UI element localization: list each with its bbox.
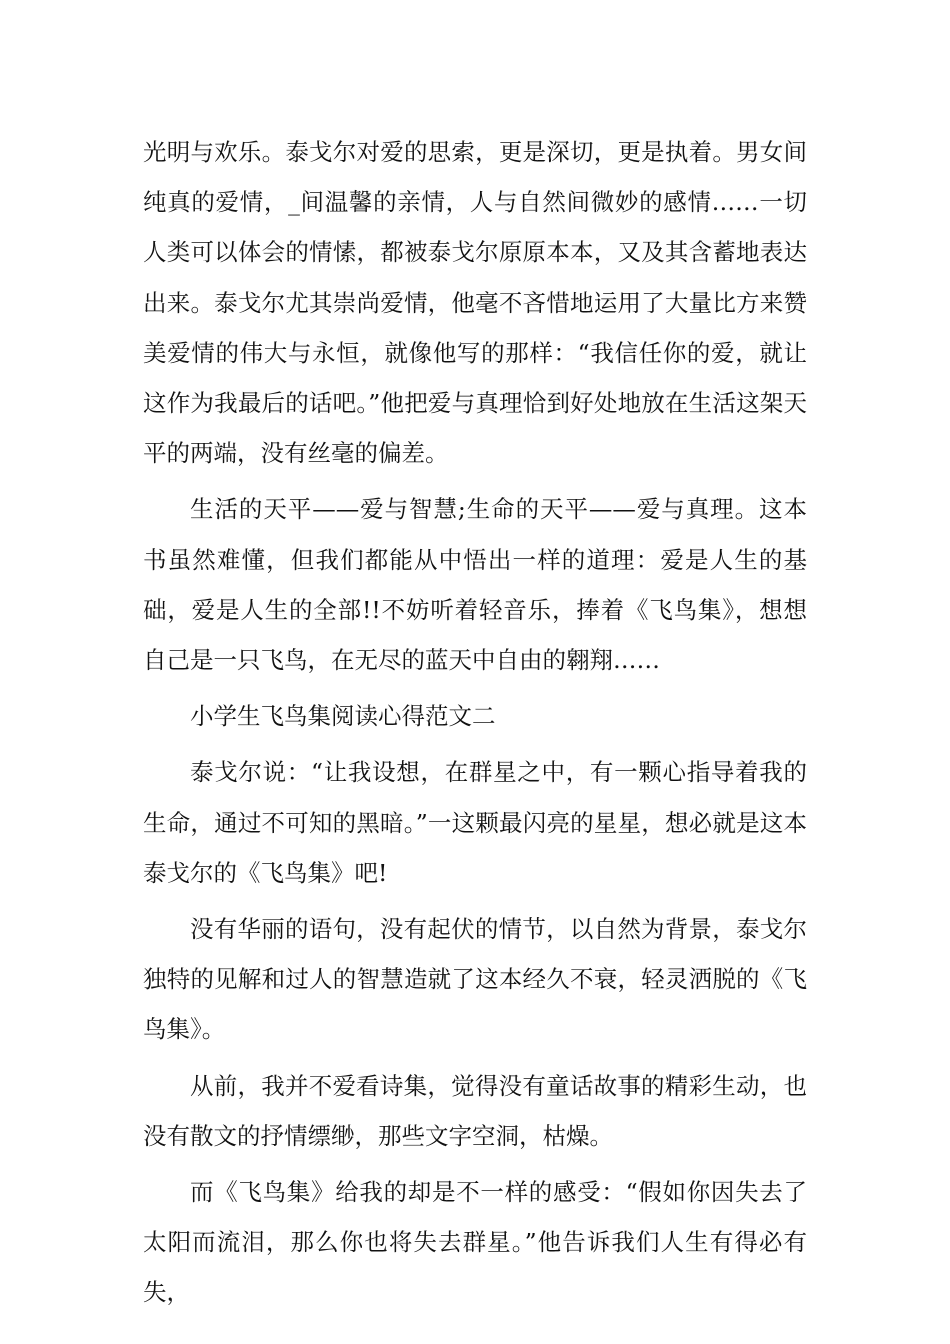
document-body — [143, 127, 807, 1324]
paragraph-3: 泰戈尔说：“让我设想，在群星之中，有一颗心指导着我的生命，通过不可知的黑暗。”一这颗最闪亮的星星，想必就是这本泰戈尔的《飞鸟集》吧! — [143, 758, 807, 887]
paragraph-1: 光明与欢乐。泰戈尔对爱的思索，更是深切，更是执着。男女间纯真的爱情，_间温馨的亲情，人与自然间微妙的感情……一切人类可以体会的情愫，都被泰戈尔原原本本，又及其含蓄地表达出来。泰戈尔尤其崇尚爱情，他毫不吝惜地运用了大量比方来赞美爱情的伟大与永恒，就像他写的那样：“我信任你的爱，就让这作为我最后的话吧。”他把爱与真理恰到好处地放在生活这架天平的两端，没有丝毫的偏差。 — [143, 138, 807, 468]
paragraph-2: 生活的天平——爱与智慧;生命的天平——爱与真理。这本书虽然难懂，但我们都能从中悟出一样的道理：爱是人生的基础，爱是人生的全部!!不妨听着轻音乐，捧着《飞鸟集》，想想自己是一只飞鸟，在无尽的蓝天中自由的翱翔…… — [143, 495, 807, 675]
paragraph-5: 从前，我并不爱看诗集，觉得没有童话故事的精彩生动，也没有散文的抒情缥缈，那些文字空洞，枯燥。 — [143, 1071, 807, 1150]
section-heading: 小学生飞鸟集阅读心得范文二 — [190, 702, 496, 731]
paragraph-4: 没有华丽的语句，没有起伏的情节，以自然为背景，泰戈尔独特的见解和过人的智慧造就了这本经久不衰，轻灵洒脱的《飞鸟集》。 — [143, 915, 807, 1044]
paragraph-6: 而《飞鸟集》给我的却是不一样的感受：“假如你因失去了太阳而流泪，那么你也将失去群星。”他告诉我们人生有得必有失， — [143, 1178, 807, 1307]
